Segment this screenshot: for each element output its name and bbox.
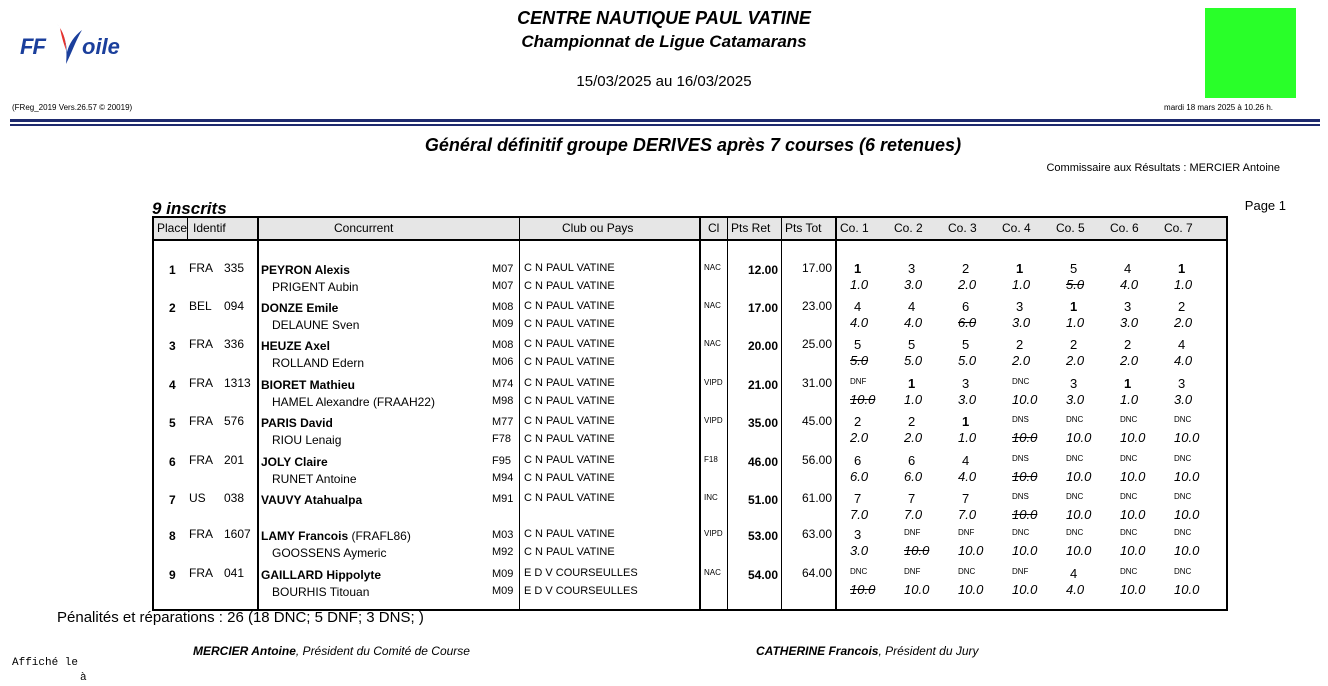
race-place: DNF [850,377,867,386]
row-points-retained: 17.00 [747,301,778,315]
race-place: 7 [908,491,916,506]
row-skipper [261,339,330,353]
skipper-name: DONZE Emile [261,301,339,315]
column-divider [519,218,520,609]
row-points-retained: 35.00 [747,416,778,430]
race-points: 1.0 [1174,277,1193,292]
header-rule-top [10,119,1320,122]
row-place: 8 [169,529,176,543]
race-place: DNF [1012,567,1029,576]
race-points: 4.0 [1120,277,1139,292]
row-nation: BEL [189,299,212,313]
race-place: DNC [1120,492,1138,501]
row-club-skipper: C N PAUL VATINE [524,300,615,312]
race-place: 1 [962,414,970,429]
row-sail-number: 1313 [224,376,251,390]
race-place: DNC [1120,415,1138,424]
race-place: 6 [854,453,862,468]
race-place: 3 [1124,299,1132,314]
race-points: 3.0 [850,543,869,558]
race-place: DNS [1012,454,1029,463]
row-points-total: 61.00 [801,491,832,505]
row-category-skipper: M08 [492,339,514,351]
row-nation: FRA [189,337,213,351]
race-points: 7.0 [958,507,977,522]
race-place: DNC [1174,415,1192,424]
skipper-name: PEYRON Alexis [261,263,350,277]
race-points: 2.0 [1174,315,1193,330]
skipper-name: GAILLARD Hippolyte [261,568,381,582]
race-committee-name: MERCIER Antoine [193,644,296,658]
race-points: 3.0 [1012,315,1031,330]
race-points: 3.0 [958,392,977,407]
row-points-total: 31.00 [801,376,832,390]
table-header [154,218,1226,241]
row-crew: RUNET Antoine [272,472,357,486]
race-place: DNC [1120,567,1138,576]
row-points-retained: 12.00 [747,263,778,277]
row-crew: HAMEL Alexandre (FRAAH22) [272,395,435,409]
row-category-skipper: M74 [492,378,514,390]
row-sail-number: 576 [224,414,245,428]
race-place: 7 [962,491,970,506]
col-concurrent-header: Concurrent [334,221,394,235]
race-points: 10.0 [1174,543,1200,558]
row-club-crew: C N PAUL VATINE [524,356,615,368]
row-category-crew: M92 [492,546,514,558]
row-club-crew: C N PAUL VATINE [524,472,615,484]
row-points-retained: 20.00 [747,339,778,353]
skipper-name: JOLY Claire [261,455,328,469]
race-place: DNC [1174,492,1192,501]
race-place: DNF [904,567,921,576]
race-place: 4 [1124,261,1132,276]
race-points-discarded: 10.0 [1012,507,1038,522]
col-pts-ret-header: Pts Ret [731,221,771,235]
skipper-name: PARIS David [261,416,333,430]
race-place: 7 [854,491,862,506]
race-place: DNC [1012,528,1030,537]
row-class: F18 [704,455,718,464]
race-points: 10.0 [1120,582,1146,597]
row-place: 3 [169,339,176,353]
race-points-discarded: 5.0 [850,353,869,368]
race-points: 1.0 [958,430,977,445]
race-place: DNF [904,528,921,537]
race-place: 1 [1016,261,1024,276]
row-sail-number: 038 [224,491,245,505]
race-points-discarded: 6.0 [958,315,977,330]
row-sail-number: 336 [224,337,245,351]
race-points: 6.0 [850,469,869,484]
logo-oile-text: oile [82,34,120,59]
race-points: 2.0 [1066,353,1085,368]
jury-role: , Président du Jury [878,644,979,658]
race-place: 2 [1070,337,1078,352]
race-place: 3 [962,376,970,391]
race-points: 2.0 [904,430,923,445]
race-place: DNS [1012,415,1029,424]
race-points: 3.0 [1174,392,1193,407]
race-points-discarded: 10.0 [904,543,930,558]
row-skipper [261,568,381,582]
race-points: 7.0 [850,507,869,522]
race-place: 1 [1070,299,1078,314]
race-place: 4 [854,299,862,314]
row-place: 1 [169,263,176,277]
col-race-header: Co. 4 [1002,221,1031,235]
race-place: 4 [1070,566,1078,581]
race-place: DNC [1120,454,1138,463]
row-sail-number: 201 [224,453,245,467]
race-points: 1.0 [1066,315,1085,330]
race-points: 2.0 [850,430,869,445]
row-points-total: 64.00 [801,566,832,580]
race-place: 5 [1070,261,1078,276]
race-points: 1.0 [1120,392,1139,407]
row-nation: US [189,491,206,505]
row-class: NAC [704,263,721,272]
row-points-retained: 53.00 [747,529,778,543]
row-crew: GOOSSENS Aymeric [272,546,387,560]
col-race-header: Co. 1 [840,221,869,235]
race-points-discarded: 10.0 [850,582,876,597]
column-divider [257,218,259,609]
skipper-name: HEUZE Axel [261,339,330,353]
row-club-crew: E D V COURSEULLES [524,585,638,597]
col-identif-header: Identif [193,221,226,235]
race-place: 5 [854,337,862,352]
race-points: 2.0 [958,277,977,292]
race-points: 10.0 [1012,582,1038,597]
row-club-skipper: E D V COURSEULLES [524,567,638,579]
header-rule-bottom [10,124,1320,126]
event-title: Championnat de Ligue Catamarans [521,32,807,51]
row-category-skipper: M07 [492,263,514,275]
row-skipper [261,263,350,277]
row-club-crew: C N PAUL VATINE [524,546,615,558]
row-category-skipper: M08 [492,301,514,313]
race-points: 10.0 [1012,543,1038,558]
row-class: VIPD [704,529,723,538]
race-place: 2 [854,414,862,429]
race-place: 3 [1016,299,1024,314]
race-points: 5.0 [958,353,977,368]
row-club-skipper: C N PAUL VATINE [524,415,615,427]
row-club-skipper: C N PAUL VATINE [524,262,615,274]
results-commissioner: Commissaire aux Résultats : MERCIER Antoine [1046,162,1280,174]
column-divider [699,218,701,609]
row-nation: FRA [189,453,213,467]
race-place: 1 [854,261,862,276]
row-points-total: 45.00 [801,414,832,428]
race-place: 2 [1178,299,1186,314]
row-nation: FRA [189,527,213,541]
race-points: 10.0 [1012,392,1038,407]
race-points: 3.0 [1066,392,1085,407]
row-place: 2 [169,301,176,315]
row-sail-number: 094 [224,299,245,313]
column-divider [727,218,728,609]
race-place: 3 [1178,376,1186,391]
row-class: NAC [704,568,721,577]
skipper-name: LAMY Francois [261,529,349,543]
race-points-discarded: 10.0 [850,392,876,407]
race-place: 4 [908,299,916,314]
row-sail-number: 1607 [224,527,251,541]
row-place: 7 [169,493,176,507]
row-category-skipper: M77 [492,416,514,428]
race-points: 10.0 [1120,543,1146,558]
skipper-name: BIORET Mathieu [261,378,356,392]
race-place: 5 [962,337,970,352]
row-skipper [261,455,328,469]
row-class: VIPD [704,378,723,387]
row-crew: ROLLAND Edern [272,356,365,370]
row-place: 4 [169,378,176,392]
row-points-retained: 54.00 [747,568,778,582]
race-points: 4.0 [1174,353,1193,368]
race-committee-role: , Président du Comité de Course [295,644,470,658]
race-place: DNS [1012,492,1029,501]
row-sail-number: 041 [224,566,245,580]
race-points: 1.0 [904,392,923,407]
race-place: 6 [962,299,970,314]
race-place: 3 [1070,376,1078,391]
row-place: 6 [169,455,176,469]
race-place: 4 [962,453,970,468]
posted-at-label: à [80,672,87,684]
race-place: DNC [1120,528,1138,537]
signature-race-committee [193,644,470,658]
race-points: 3.0 [904,277,923,292]
race-place: 5 [908,337,916,352]
row-category-crew: F78 [492,433,511,445]
race-place: 4 [1178,337,1186,352]
race-points: 4.0 [850,315,869,330]
race-points: 3.0 [1120,315,1139,330]
column-divider [781,218,782,609]
race-points: 4.0 [904,315,923,330]
column-divider [835,218,837,609]
row-skipper [261,529,411,543]
race-points: 6.0 [904,469,923,484]
skipper-name: VAUVY Atahualpa [261,493,363,507]
race-points: 4.0 [1066,582,1085,597]
row-nation: FRA [189,261,213,275]
status-green-box [1205,8,1296,98]
row-class: INC [704,493,718,502]
column-divider [187,218,188,239]
race-points: 7.0 [904,507,923,522]
race-points: 1.0 [1012,277,1031,292]
row-club-crew: C N PAUL VATINE [524,318,615,330]
race-points: 10.0 [1174,469,1200,484]
logo-ff-text: FF [20,34,45,59]
race-points: 10.0 [1066,543,1092,558]
row-club-crew: C N PAUL VATINE [524,433,615,445]
software-version: (FReg_2019 Vers.26.57 © 20019) [12,103,133,112]
event-dates: 15/03/2025 au 16/03/2025 [576,73,752,90]
race-place: DNC [1066,415,1084,424]
race-place: 1 [1124,376,1132,391]
jury-name: CATHERINE Francois [756,644,879,658]
row-club-skipper: C N PAUL VATINE [524,454,615,466]
col-race-header: Co. 7 [1164,221,1193,235]
row-place: 9 [169,568,176,582]
race-points: 1.0 [850,277,869,292]
col-race-header: Co. 3 [948,221,977,235]
race-place: 1 [1178,261,1186,276]
row-points-retained: 51.00 [747,493,778,507]
row-class: NAC [704,339,721,348]
race-place: DNC [958,567,976,576]
race-place: 2 [1016,337,1024,352]
race-points: 10.0 [1066,507,1092,522]
row-points-total: 63.00 [801,527,832,541]
row-place: 5 [169,416,176,430]
posted-on-label: Affiché le [12,657,79,669]
skipper-licence: (FRAFL86) [348,529,411,543]
row-club-skipper: C N PAUL VATINE [524,377,615,389]
race-place: DNC [1066,528,1084,537]
row-category-crew: M07 [492,280,514,292]
race-place: DNC [1174,567,1192,576]
row-nation: FRA [189,376,213,390]
col-cl-header: Cl [708,221,720,235]
row-club-crew: C N PAUL VATINE [524,280,615,292]
race-place: 3 [854,527,862,542]
row-category-crew: M06 [492,356,514,368]
row-club-skipper: C N PAUL VATINE [524,338,615,350]
row-category-skipper: M91 [492,493,514,505]
row-points-total: 23.00 [801,299,832,313]
row-category-crew: M94 [492,472,514,484]
row-class: NAC [704,301,721,310]
col-place-header: Place [157,221,188,235]
race-points: 10.0 [958,543,984,558]
row-category-crew: M09 [492,585,514,597]
row-points-retained: 46.00 [747,455,778,469]
race-place: DNC [1174,528,1192,537]
page-number: Page 1 [1244,198,1286,213]
row-points-retained: 21.00 [747,378,778,392]
race-place: DNC [1012,377,1030,386]
race-points: 5.0 [904,353,923,368]
row-nation: FRA [189,414,213,428]
race-place: DNC [850,567,868,576]
row-club-skipper: C N PAUL VATINE [524,528,615,540]
row-class: VIPD [704,416,723,425]
col-race-header: Co. 6 [1110,221,1139,235]
race-points: 2.0 [1012,353,1031,368]
race-points: 10.0 [904,582,930,597]
row-sail-number: 335 [224,261,245,275]
row-club-crew: C N PAUL VATINE [524,395,615,407]
race-place: 1 [908,376,916,391]
race-points-discarded: 10.0 [1012,469,1038,484]
race-points: 10.0 [1120,507,1146,522]
col-race-header: Co. 2 [894,221,923,235]
row-crew: DELAUNE Sven [272,318,360,332]
row-category-skipper: M03 [492,529,514,541]
race-points-discarded: 5.0 [1066,277,1085,292]
race-points: 10.0 [1066,469,1092,484]
race-points: 4.0 [958,469,977,484]
row-nation: FRA [189,566,213,580]
race-points: 10.0 [1066,430,1092,445]
results-title: Général définitif groupe DERIVES après 7 courses (6 retenues) [424,135,962,155]
print-timestamp: mardi 18 mars 2025 à 10.26 h. [1164,103,1273,112]
row-category-skipper: F95 [492,455,511,467]
race-points: 10.0 [1120,469,1146,484]
club-title: CENTRE NAUTIQUE PAUL VATINE [517,8,811,28]
col-pts-tot-header: Pts Tot [785,221,822,235]
col-race-header: Co. 5 [1056,221,1085,235]
row-category-crew: M09 [492,318,514,330]
race-points-discarded: 10.0 [1012,430,1038,445]
race-place: 3 [908,261,916,276]
race-place: DNC [1066,454,1084,463]
row-category-skipper: M09 [492,568,514,580]
race-place: DNF [958,528,975,537]
race-points: 10.0 [958,582,984,597]
race-place: DNC [1174,454,1192,463]
row-points-total: 17.00 [801,261,832,275]
row-crew: BOURHIS Titouan [272,585,370,599]
race-points: 10.0 [1174,582,1200,597]
penalties-summary: Pénalités et réparations : 26 (18 DNC; 5 DNF; 3 DNS; ) [57,609,424,626]
race-points: 10.0 [1174,430,1200,445]
row-skipper [261,378,355,392]
results-table [152,216,1228,611]
row-skipper [261,301,338,315]
row-skipper [261,493,362,507]
row-crew: PRIGENT Aubin [272,280,359,294]
race-place: 2 [908,414,916,429]
race-place: 2 [1124,337,1132,352]
race-place: 2 [962,261,970,276]
race-points: 2.0 [1120,353,1139,368]
signature-jury [756,644,979,658]
entries-count: 9 inscrits [152,199,227,218]
row-points-total: 56.00 [801,453,832,467]
row-category-crew: M98 [492,395,514,407]
col-club-header: Club ou Pays [562,221,634,235]
row-crew: RIOU Lenaig [272,433,342,447]
row-points-total: 25.00 [801,337,832,351]
race-place: 6 [908,453,916,468]
row-skipper [261,416,333,430]
row-club-skipper: C N PAUL VATINE [524,492,615,504]
race-points: 10.0 [1120,430,1146,445]
race-place: DNC [1066,492,1084,501]
race-points: 10.0 [1174,507,1200,522]
